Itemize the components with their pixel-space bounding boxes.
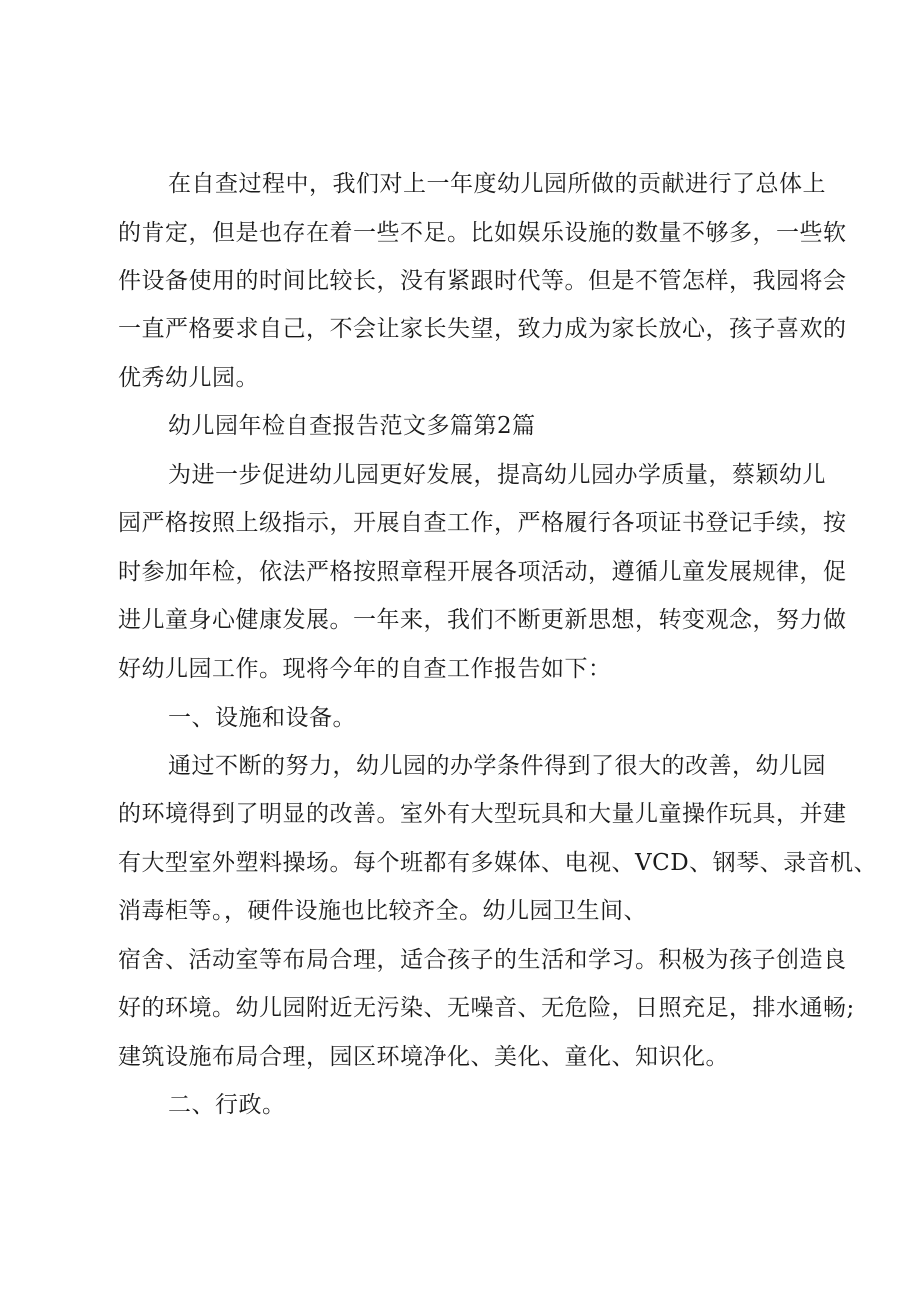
paragraph-3-line-6: 好的环境。幼儿园附近无污染、无噪音、无危险，日照充足，排水通畅; <box>118 995 855 1021</box>
subheading-administration: 二、行政。 <box>168 1092 286 1118</box>
paragraph-3-line-1: 通过不断的努力，幼儿园的办学条件得到了很大的改善，幼儿园 <box>168 753 826 779</box>
paragraph-1-line-2: 的肯定，但是也存在着一些不足。比如娱乐设施的数量不够多，一些软 <box>118 220 847 246</box>
paragraph-1-line-5: 优秀幼儿园。 <box>118 365 259 391</box>
paragraph-2-line-4: 进儿童身心健康发展。一年来，我们不断更新思想，转变观念，努力做 <box>118 607 847 633</box>
paragraph-3-line-5: 宿舍、活动室等布局合理，适合孩子的生活和学习。积极为孩子创造良 <box>118 947 847 973</box>
paragraph-2-line-1: 为进一步促进幼儿园更好发展，提高幼儿园办学质量，蔡颖幼儿 <box>168 462 826 488</box>
paragraph-1-line-4: 一直严格要求自己，不会让家长失望，致力成为家长放心，孩子喜欢的 <box>118 316 847 342</box>
paragraph-2-line-2: 园严格按照上级指示，开展自查工作，严格履行各项证书登记手续，按 <box>118 510 847 536</box>
paragraph-3-line-2: 的环境得到了明显的改善。室外有大型玩具和大量儿童操作玩具，并建 <box>118 801 847 827</box>
paragraph-1-line-3: 件设备使用的时间比较长，没有紧跟时代等。但是不管怎样，我园将会 <box>118 268 847 294</box>
paragraph-1-line-1: 在自查过程中，我们对上一年度幼儿园所做的贡献进行了总体上 <box>168 171 826 197</box>
paragraph-2-line-3: 时参加年检，依法严格按照章程开展各项活动，遵循儿童发展规律，促 <box>118 559 847 585</box>
paragraph-2-line-5: 好幼儿园工作。现将今年的自查工作报告如下： <box>118 656 612 682</box>
section-heading-2: 幼儿园年检自查报告范文多篇第2篇 <box>168 413 536 439</box>
subheading-facilities: 一、设施和设备。 <box>168 705 356 731</box>
paragraph-3-line-3: 有大型室外塑料操场。每个班都有多媒体、电视、VCD、钢琴、录音机、 <box>118 850 878 876</box>
paragraph-3-line-7: 建筑设施布局合理，园区环境净化、美化、童化、知识化。 <box>118 1044 729 1070</box>
paragraph-3-line-4: 消毒柜等。，硬件设施也比较齐全。幼儿园卫生间、 <box>118 898 647 924</box>
